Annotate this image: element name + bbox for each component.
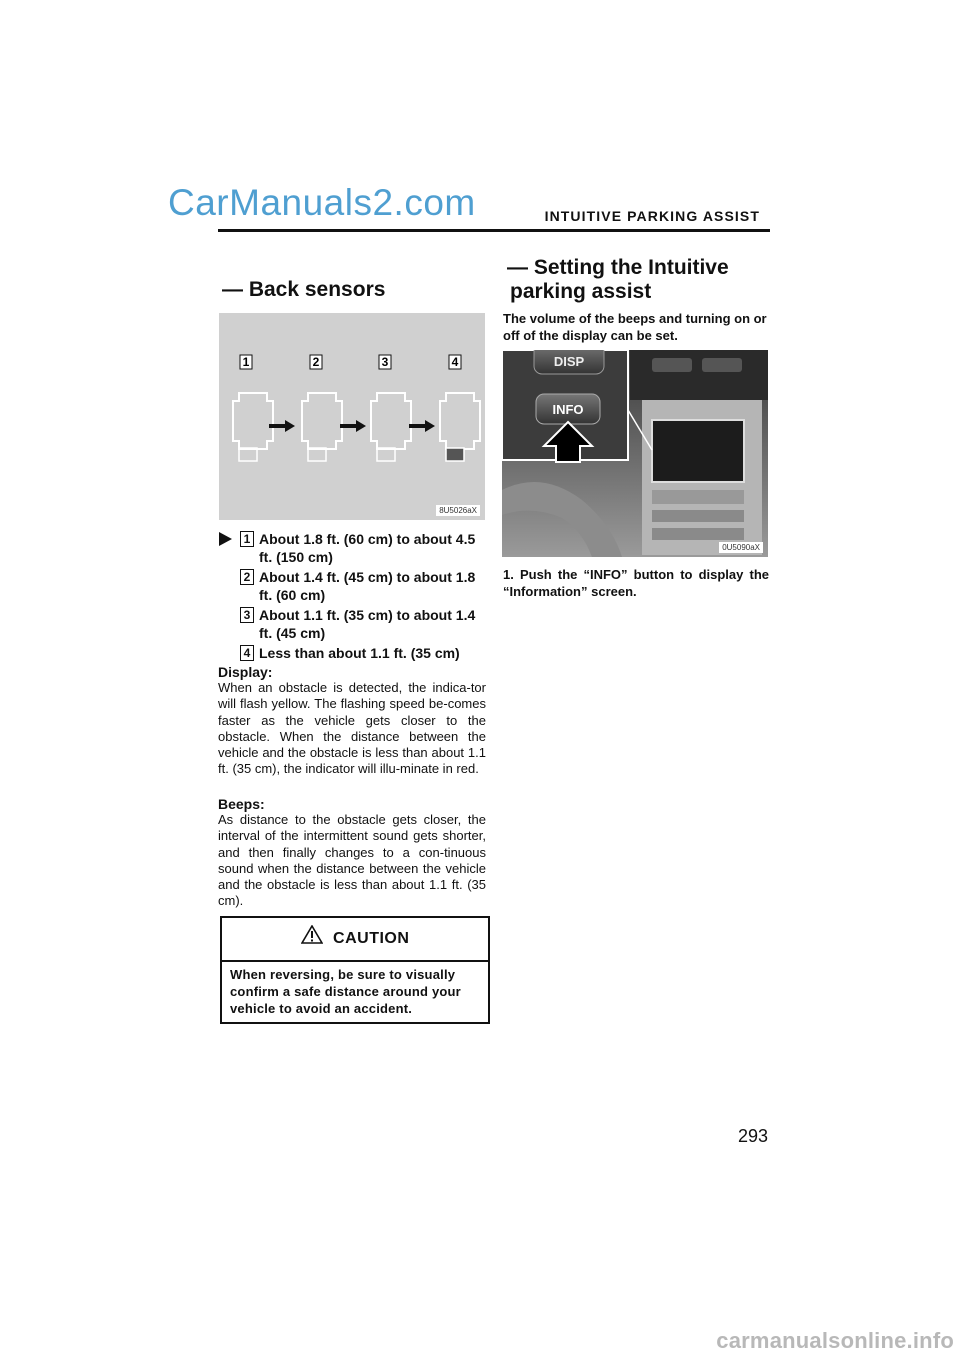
watermark-logo: CarManuals2.com xyxy=(168,182,476,223)
step-number: 1 xyxy=(240,531,254,547)
step-text: Less than about 1.1 ft. (35 cm) xyxy=(259,645,460,661)
watermark-footer: carmanualsonline.info xyxy=(716,1328,954,1353)
step-text: About 1.1 ft. (35 cm) to about 1.4 ft. (45 cm) xyxy=(259,607,476,641)
beeps-paragraph xyxy=(218,796,486,909)
setting-heading-line1: — Setting the Intuitive xyxy=(507,256,729,279)
car-outline-1 xyxy=(233,393,273,449)
header-rule xyxy=(218,229,770,232)
dashboard-photo xyxy=(502,350,768,557)
setting-heading-line2: parking assist xyxy=(510,280,652,303)
arrow-right-icon xyxy=(409,420,435,432)
step-item xyxy=(218,568,488,604)
step-item xyxy=(218,606,488,642)
back-sensors-heading: — Back sensors xyxy=(222,278,386,301)
step-number: 4 xyxy=(240,645,254,661)
back-sensors-figure xyxy=(219,313,485,520)
beeps-text: As distance to the obstacle gets closer, the interval of the intermittent sound gets shorter, and then finally changes to a con-tinuous sound when the distance between the vehicle and the obstacle is less than about 1.1 ft. (35 cm). xyxy=(218,812,486,909)
display-screen xyxy=(652,420,744,482)
setting-heading xyxy=(507,256,729,304)
arrow-right-icon xyxy=(340,420,366,432)
display-label: Display: xyxy=(218,664,273,680)
air-vent-left xyxy=(652,358,692,372)
info-button-label: INFO xyxy=(552,402,584,417)
caution-text: When reversing, be sure to visually confirm a safe distance around your vehicle to avoid an accident. xyxy=(230,967,461,1016)
caution-header xyxy=(222,918,488,962)
step-item xyxy=(218,644,488,662)
air-vent-right xyxy=(702,358,742,372)
figure-label-1: 1 xyxy=(242,355,250,369)
instruction-step-1: 1. Push the “INFO” button to display the “Information” screen. xyxy=(503,567,769,599)
step-number: 3 xyxy=(240,607,254,623)
caution-box xyxy=(220,916,490,1024)
step-item xyxy=(218,530,488,566)
car-outline-2 xyxy=(302,393,342,449)
figure-label-4: 4 xyxy=(451,355,459,369)
warning-triangle-icon xyxy=(301,925,323,949)
car-outline-3 xyxy=(371,393,411,449)
car-outline-4 xyxy=(440,393,480,449)
step-text: About 1.8 ft. (60 cm) to about 4.5 ft. (150 cm) xyxy=(259,531,476,565)
section-header-title: INTUITIVE PARKING ASSIST xyxy=(544,208,760,224)
display-paragraph xyxy=(218,664,486,777)
step-number: 2 xyxy=(240,569,254,585)
figure-code: 8U5026aX xyxy=(436,505,480,516)
pointer-icon xyxy=(219,532,232,546)
figure-code: 0U5090aX xyxy=(719,542,763,553)
distance-steps xyxy=(218,530,488,664)
beeps-label: Beeps: xyxy=(218,796,265,812)
figure-label-2: 2 xyxy=(312,355,320,369)
display-text: When an obstacle is detected, the indica-tor will flash yellow. The flashing speed be-comes faster as the vehicle gets closer to the obstacle. When the distance between the vehicle and the obstacle is less than about 1.1 ft. (35 cm), the indicator will illu-minate in red. xyxy=(218,680,486,777)
page-number: 293 xyxy=(737,1126,768,1146)
intro-text: The volume of the beeps and turning on or off of the display can be set. xyxy=(503,311,767,343)
caution-title: CAUTION xyxy=(333,930,410,947)
step-text: About 1.4 ft. (45 cm) to about 1.8 ft. (60 cm) xyxy=(259,569,476,603)
indicator-on-4 xyxy=(446,448,464,461)
disp-button-label: DISP xyxy=(553,354,585,369)
figure-label-3: 3 xyxy=(381,355,389,369)
